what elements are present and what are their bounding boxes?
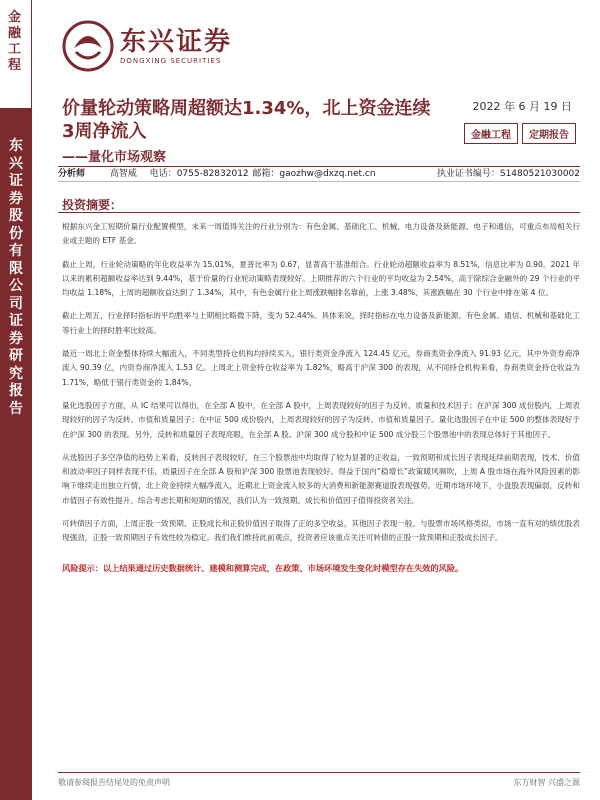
analyst-role: 分析师 xyxy=(58,169,86,179)
paragraph: 最近一周北上资金整体持续大幅流入，不同类型持仓机构均持续买入，银行类资金净流入 124.45 亿元，券商类资金净流入 91.93 亿元，其中外资券商净流入 90.39 亿，内资券商净流入 1.53 亿。上周北上资金持仓收益率为 1.82%，略高于沪深 300 的表现，从不同持仓机构来看，券商类资金持仓收益为 1.71%，略低于银行类资金的 1.84%。 xyxy=(62,349,580,387)
cert-label: 执业证书编号： xyxy=(436,169,500,179)
sidebar-company xyxy=(0,108,32,800)
report-tags xyxy=(464,123,576,144)
paragraph: 截止上周，行业轮动策略的年化收益率为 15.01%，夏普比率为 0.67，显著高于基准组合。行业轮动超额收益率为 8.51%，信息比率为 0.90。2021 年以来的累积超额收益率达到 9.44%，基于价量的行业轮动策略表现较好。上期推荐的六个行业的平均收益为 2.54%，高于除综合金融外的 29 个行业的平均收益 1.18%，上周的超额收益达到了 1.34%，其中，有色金属行业上周涨跌幅排名靠前，上涨 3.48%，其涨跌幅在 30 个行业中排在第 4 位。 xyxy=(62,259,580,298)
paragraph: 可转债因子方面，上周正股一致预期、正股成长和正股价值因子取得了正的多空收益，其他因子表现一般。与股票市场风格类似，市场一直有对的绩优股表现强劲，正股一致预期因子有效性较为稳定。我们我们维持此前观点，投资者应该重点关注可转债的正股一致预期和正股成长因子。 xyxy=(62,519,580,543)
sidebar-category xyxy=(0,0,32,108)
page-footer xyxy=(58,772,580,788)
report-date: 2022 年 6 月 19 日 xyxy=(472,100,572,113)
phone-label: 电话： xyxy=(149,169,177,179)
section-title: 投资摘要： xyxy=(62,198,123,212)
logo-en-text: DONGXING SECURITIES xyxy=(120,57,222,65)
analyst-phone: 0755-82832012 xyxy=(176,169,249,179)
risk-warning: 风险提示：以上结果通过历史数据统计、建模和测算完成，在政策、市场环境发生变化时模型存在失效的风险。 xyxy=(62,563,464,573)
paragraph: 根据东兴金工短期价量行业配置模型，未来一周值得关注的行业分别为：有色金属、基础化工、机械、电力设备及新能源、电子和通信，可重点布局相关行业或主题的 ETF 基金。 xyxy=(62,222,580,246)
paragraph: 量化选股因子方面，从 IC 结果可以得出，在全部 A 股中，在全部 A 股中，上周表现较好的因子为反转、质量和技术因子；在沪深 300 成份股内，上周表现较好的因子为反转、市值和质量因子；在中证 500 成份股内，上周表现较好的因子为反转、市值和质量因子。量化选股因子在中证 500 的整体表现好于在沪深 300 的表现。另外，反转和质量因子表现亮眼，在全部 A 股、沪深 300 成分股和中证 500 成分股三个股票池中的表现总体好于其他因子。 xyxy=(62,400,580,439)
analyst-bar xyxy=(58,166,580,182)
footer-disclaimer[interactable]: 敬请参阅报告结尾处的免责声明 xyxy=(58,778,170,787)
footer-slogan: 东方财智 兴盛之源 xyxy=(513,778,580,787)
report-subtitle: ——量化市场观察 xyxy=(62,150,167,165)
paragraph: 截止上周五，行业择时指标的平均胜率与上期相比略微下降，变为 52.44%。具体来说，择时指标在电力设备及新能源、有色金属、通信、机械和基础化工等行业上的择时胜率比较高。 xyxy=(62,311,580,335)
analyst-cert: S1480521030002 xyxy=(499,169,581,179)
paragraph: 从选股因子多空净值的趋势上来看，反转因子表现较好，在三个股票池中均取得了较为显著的正收益，一致预期和成长因子表现延续前期表现，技术、价值和波动率因子同样表现不佳，质量因子在全部 A 股和沪深 300 股票池表现较好。得益于国内“稳增长”政策暖风频吹，上周 A 股市场在海外风险因素的影响下继续走出独立行情，北上资金持续大幅净流入，近期北上资金流入较多的大消费和新能源赛道股表现强势。近期市场环境下，小盘股表现偏弱，反转和市值因子有效性提升。综合考虑长期和短期的情况，我们认为一致预期、成长和价值因子值得投资者关注。 xyxy=(62,452,580,505)
section-divider xyxy=(58,212,580,213)
analyst-email[interactable]: gaozhw@dxzq.net.cn xyxy=(279,169,376,179)
analyst-name: 高智威 xyxy=(109,169,137,179)
tag-type: 定期报告 xyxy=(522,123,576,144)
report-title: 价量轮动策略周超额达1.34%，北上资金连续3周净流入 xyxy=(62,98,431,142)
logo-mark-icon xyxy=(60,18,116,74)
sidebar-category-label: 金融工程 xyxy=(8,10,22,73)
logo-cn-text: 东兴证券 xyxy=(120,27,233,57)
tag-category: 金融工程 xyxy=(464,123,518,144)
company-logo xyxy=(60,18,232,74)
summary-body xyxy=(62,220,580,555)
sidebar-company-label: 东兴证券股份有限公司证券研究报告 xyxy=(9,138,23,417)
email-label: 邮箱： xyxy=(252,169,280,179)
